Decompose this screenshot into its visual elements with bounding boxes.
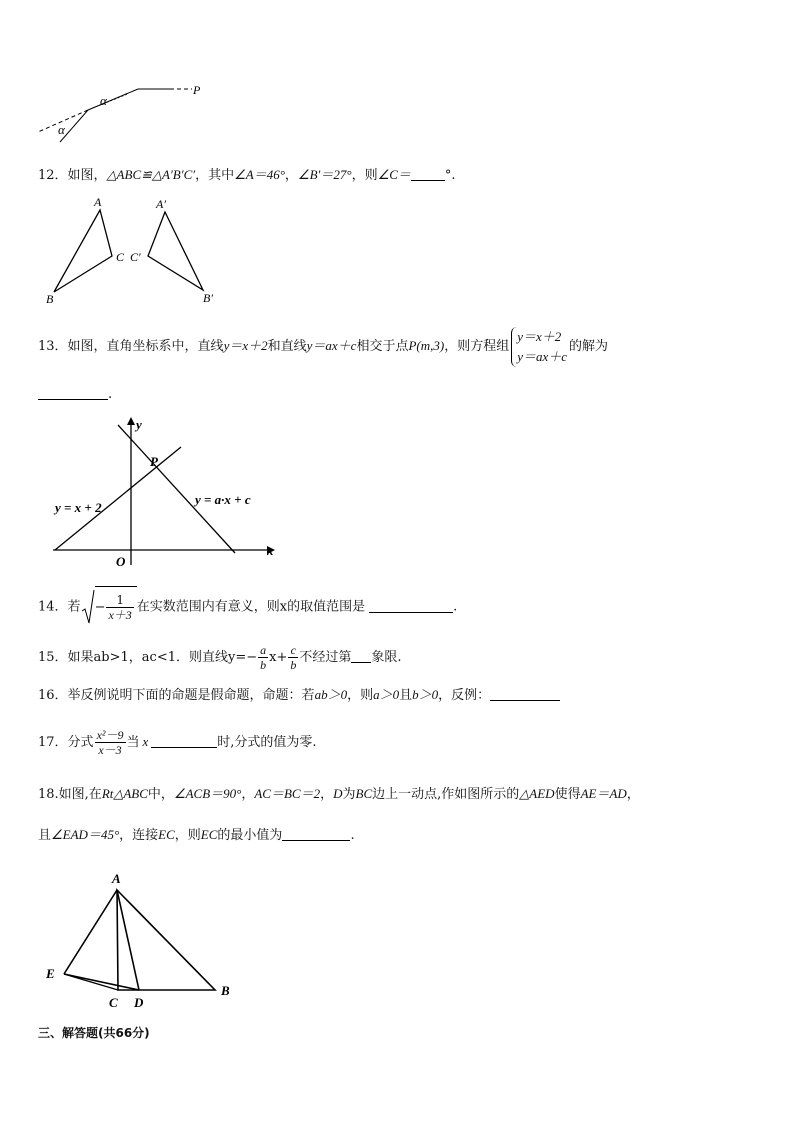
question-17: 17．分式 $\frac{\text{x²－9}}{x-3}$ 当 x 时,分式的值为零. bbox=[38, 728, 317, 757]
equation-system: y＝x＋2 y＝ax＋c bbox=[511, 327, 567, 367]
label-B: B bbox=[221, 983, 230, 998]
question-16: 16．举反例说明下面的命题是假命题，命题：若ab＞0，则a＞0且b＞0，反例： bbox=[38, 686, 560, 705]
label-B-prime: B′ bbox=[203, 291, 213, 305]
question-15: 15．如果ab>1，ac<1．则直线y=− $\frac{a}{b}$ x+ $\frac{c}{b}$ 不经过第 象限. bbox=[38, 643, 402, 672]
question-13-answer: . bbox=[38, 386, 112, 404]
figure-q13-coordinate bbox=[45, 413, 285, 573]
answer-blank-14[interactable] bbox=[369, 600, 453, 613]
sqrt-expression: − $\frac{1}{x+3}$ bbox=[81, 586, 137, 628]
origin-label: O bbox=[116, 554, 126, 569]
label-C: C bbox=[116, 250, 125, 264]
radical-sign-icon bbox=[81, 589, 95, 625]
label-D: D bbox=[134, 995, 144, 1010]
answer-blank-17[interactable] bbox=[151, 735, 217, 748]
answer-blank-12[interactable] bbox=[411, 168, 445, 181]
alpha-label-1: α bbox=[100, 93, 107, 108]
line1-label: y = x + 2 bbox=[55, 500, 102, 515]
point-p-label: P bbox=[150, 454, 158, 469]
answer-blank-16[interactable] bbox=[490, 688, 560, 701]
p-label: P bbox=[193, 83, 201, 97]
question-13: 13．如图，直角坐标系中，直线y＝x＋2和直线y＝ax＋c相交于点P(m,3)，则方程组 y＝x＋2 y＝ax＋c 的解为 bbox=[38, 324, 608, 369]
x-axis-label: x bbox=[267, 543, 274, 558]
label-B: B bbox=[46, 292, 54, 306]
label-A-prime: A′ bbox=[156, 197, 166, 211]
question-18: 18.如图,在Rt△ABC中，∠ACB＝90°，AC＝BC＝2，D为BC边上一动点,作如图所示的△AED使得AE＝AD， bbox=[38, 786, 640, 802]
figure-reflection bbox=[30, 80, 220, 145]
figure-q18-triangle bbox=[40, 868, 240, 1013]
question-18-line2: 且∠EAD＝45°，连接EC，则EC的最小值为 . bbox=[38, 827, 355, 843]
label-A: A bbox=[94, 195, 102, 209]
answer-blank-13[interactable] bbox=[38, 387, 108, 400]
label-C-prime: C′ bbox=[130, 250, 141, 264]
question-12: 12．如图，△ABC≌△A′B′C′，其中∠A＝46°，∠B′＝27°，则∠C＝ °. bbox=[38, 167, 456, 183]
question-14: 14．若 − $\frac{1}{x+3}$ 在实数范围内有意义，则x的取值范围是 . bbox=[38, 586, 457, 628]
line2-label: y = a·x + c bbox=[195, 492, 251, 507]
figure-q12-triangles bbox=[40, 192, 230, 307]
label-C: C bbox=[109, 995, 118, 1010]
answer-blank-15[interactable] bbox=[351, 650, 371, 663]
y-axis-label: y bbox=[136, 417, 142, 432]
alpha-label-2: α bbox=[58, 122, 65, 137]
section-3-title: 三、解答题(共66分) bbox=[38, 1026, 150, 1040]
label-A: A bbox=[112, 871, 121, 886]
label-E: E bbox=[46, 966, 55, 981]
answer-blank-18[interactable] bbox=[282, 828, 350, 841]
